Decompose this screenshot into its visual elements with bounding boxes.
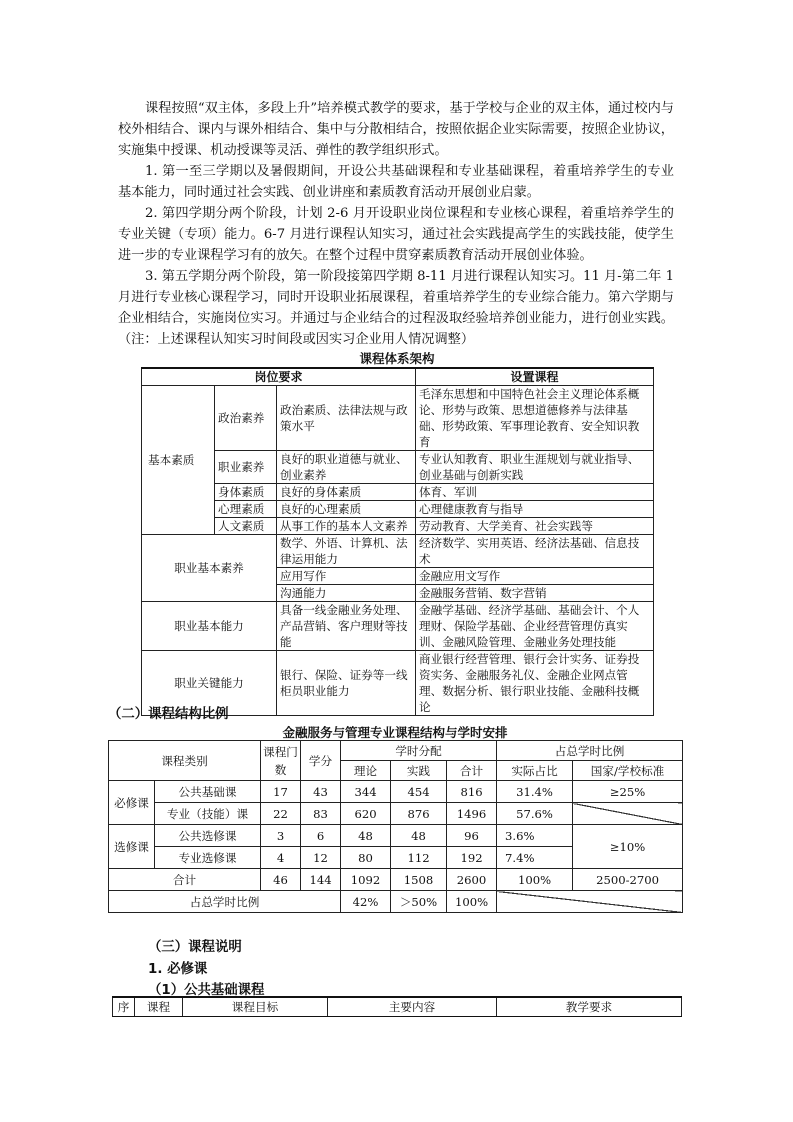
requirement-cell: 银行、保险、证券等一线柜员职业能力 [277, 651, 416, 716]
course-type: 公共选修课 [155, 825, 261, 847]
actual-cell: 57.6% [497, 803, 573, 825]
theory-cell: 344 [341, 781, 391, 803]
header-actual: 实际占比 [497, 761, 573, 781]
total-cell: 816 [447, 781, 497, 803]
total-cell: 1496 [447, 803, 497, 825]
intro-paragraph-4: 3. 第五学期分两个阶段，第一阶段接第四学期 8-11 月进行课程认知实习。11 月-第二年 1 月进行专业核心课程学习，同时开设职业拓展课程，着重培养学生的专业综合能力。第六学期与企业相结合，实施岗位实习。并通过与企业结合的过程汲取经验培养创业能力，进行创业实践。（注：上述课程认知实习时间段或因实习企业用人情况调整） [118, 269, 674, 347]
course-cell: 心理健康教育与指导 [416, 501, 654, 518]
category-basic-ability: 职业基本能力 [142, 602, 277, 651]
total-cell: 192 [447, 847, 497, 869]
header-content: 主要内容 [328, 997, 497, 1017]
total-cell: 2600 [447, 869, 497, 891]
course-cell: 毛泽东思想和中国特色社会主义理论体系概论、形势与政策、思想道德修养与法律基础、形势政策、军事理论教育、安全知识教育 [416, 386, 654, 451]
header-goal: 课程目标 [183, 997, 328, 1017]
category-key-ability: 职业关键能力 [142, 651, 277, 716]
theory-share-cell: 42% [341, 891, 391, 913]
header-category: 课程类别 [109, 741, 261, 781]
practice-share-cell: ＞50% [391, 891, 447, 913]
header-courses: 设置课程 [416, 368, 654, 386]
requirement-cell: 从事工作的基本人文素养 [277, 518, 416, 535]
requirement-cell: 良好的身体素质 [277, 484, 416, 501]
credit-cell: 12 [301, 847, 341, 869]
sub-category: 人文素质 [215, 518, 277, 535]
category-professional-literacy: 职业基本素养 [142, 535, 277, 602]
header-practice: 实践 [391, 761, 447, 781]
count-cell: 17 [261, 781, 301, 803]
sub-category: 职业素养 [215, 451, 277, 484]
header-hours: 学时分配 [341, 741, 497, 761]
blank-diagonal-cell [497, 891, 683, 913]
course-cell: 体育、军训 [416, 484, 654, 501]
header-course: 课程 [135, 997, 183, 1017]
requirement-cell: 政治素质、法律法规与政策水平 [277, 386, 416, 451]
requirement-cell: 良好的心理素质 [277, 501, 416, 518]
practice-cell: 48 [391, 825, 447, 847]
header-post-requirements: 岗位要求 [142, 368, 416, 386]
course-type: 专业（技能）课 [155, 803, 261, 825]
intro-paragraph-1: 课程按照“双主体，多段上升”培养模式教学的要求，基于学校与企业的双主体，通过校内与校外相结合、课内与课外相结合、集中与分散相结合，按照依据企业实际需要，按照企业协议，实施集中授课、机动授课等灵活、弹性的教学组织形式。 [118, 101, 674, 158]
requirement-cell: 数学、外语、计算机、法律运用能力 [277, 535, 416, 568]
header-credit: 学分 [301, 741, 341, 781]
blank-diagonal-cell [573, 803, 683, 825]
course-type: 专业选修课 [155, 847, 261, 869]
theory-cell: 620 [341, 803, 391, 825]
header-index: 序 [113, 997, 135, 1017]
course-cell: 专业认知教育、职业生涯规划与就业指导、创业基础与创新实践 [416, 451, 654, 484]
course-cell: 商业银行经营管理、银行会计实务、证券投资实务、金融服务礼仪、金融企业网点管理、数据分析、银行职业技能、金融科技概论 [416, 651, 654, 716]
header-count: 课程门数 [261, 741, 301, 781]
requirement-cell: 沟通能力 [277, 585, 416, 602]
sub-category: 身体素质 [215, 484, 277, 501]
sub-category: 心理素质 [215, 501, 277, 518]
group-required: 必修课 [109, 781, 155, 825]
count-cell: 22 [261, 803, 301, 825]
count-cell: 3 [261, 825, 301, 847]
requirement-cell: 具备一线金融业务处理、产品营销、客户理财等技能 [277, 602, 416, 651]
sum-label: 合计 [109, 869, 261, 891]
intro-paragraph-2: 1. 第一至三学期以及暑假期间，开设公共基础课程和专业基础课程，着重培养学生的专业基本能力，同时通过社会实践、创业讲座和素质教育活动开展创业启蒙。 [118, 164, 674, 200]
system-table-caption: 课程体系架构 [359, 351, 435, 366]
section-2-heading: （二）课程结构比例 [108, 707, 229, 722]
category-basic-quality: 基本素质 [142, 386, 215, 535]
course-description-table [112, 996, 682, 1017]
count-cell: 46 [261, 869, 301, 891]
credit-cell: 144 [301, 869, 341, 891]
standard-cell: ≥10% [573, 825, 683, 869]
course-cell: 经济数学、实用英语、经济法基础、信息技术 [416, 535, 654, 568]
theory-cell: 1092 [341, 869, 391, 891]
course-type: 公共基础课 [155, 781, 261, 803]
share-label: 占总学时比例 [109, 891, 341, 913]
course-cell: 劳动教育、大学美育、社会实践等 [416, 518, 654, 535]
credit-cell: 83 [301, 803, 341, 825]
header-requirement: 教学要求 [497, 997, 682, 1017]
credit-cell: 6 [301, 825, 341, 847]
actual-cell: 100% [497, 869, 573, 891]
actual-cell: 3.6% [497, 825, 573, 847]
ratio-table-caption: 金融服务与管理专业课程结构与学时安排 [282, 725, 508, 740]
total-share-cell: 100% [447, 891, 497, 913]
standard-cell: 2500-2700 [573, 869, 683, 891]
requirement-cell: 良好的职业道德与就业、创业素养 [277, 451, 416, 484]
actual-cell: 7.4% [497, 847, 573, 869]
practice-cell: 454 [391, 781, 447, 803]
section-3-heading: （三）课程说明 [148, 940, 242, 955]
course-cell: 金融服务营销、数字营销 [416, 585, 654, 602]
subsection-required-heading: 1. 必修课 [148, 962, 208, 977]
header-theory: 理论 [341, 761, 391, 781]
practice-cell: 876 [391, 803, 447, 825]
header-ratio: 占总学时比例 [497, 741, 683, 761]
total-cell: 96 [447, 825, 497, 847]
practice-cell: 1508 [391, 869, 447, 891]
course-structure-table [108, 740, 683, 913]
intro-paragraph-3: 2. 第四学期分两个阶段，计划 2-6 月开设职业岗位课程和专业核心课程，着重培养学生的专业关键（专项）能力。6-7 月进行课程认知实习，通过社会实践提高学生的实践技能，使学生进一步的专业课程学习有的放矢。在整个过程中贯穿素质教育活动开展创业体验。 [118, 206, 674, 263]
theory-cell: 80 [341, 847, 391, 869]
sub-category: 政治素养 [215, 386, 277, 451]
course-system-table [141, 367, 654, 716]
practice-cell: 112 [391, 847, 447, 869]
course-cell: 金融学基础、经济学基础、基础会计、个人理财、保险学基础、企业经营管理仿真实训、金融风险管理、金融业务处理技能 [416, 602, 654, 651]
actual-cell: 31.4% [497, 781, 573, 803]
group-elective: 选修课 [109, 825, 155, 869]
count-cell: 4 [261, 847, 301, 869]
standard-cell: ≥25% [573, 781, 683, 803]
theory-cell: 48 [341, 825, 391, 847]
requirement-cell: 应用写作 [277, 568, 416, 585]
header-total: 合计 [447, 761, 497, 781]
course-cell: 金融应用文写作 [416, 568, 654, 585]
credit-cell: 43 [301, 781, 341, 803]
header-standard: 国家/学校标准 [573, 761, 683, 781]
subsection-public-basic-heading: （1）公共基础课程 [148, 983, 265, 998]
